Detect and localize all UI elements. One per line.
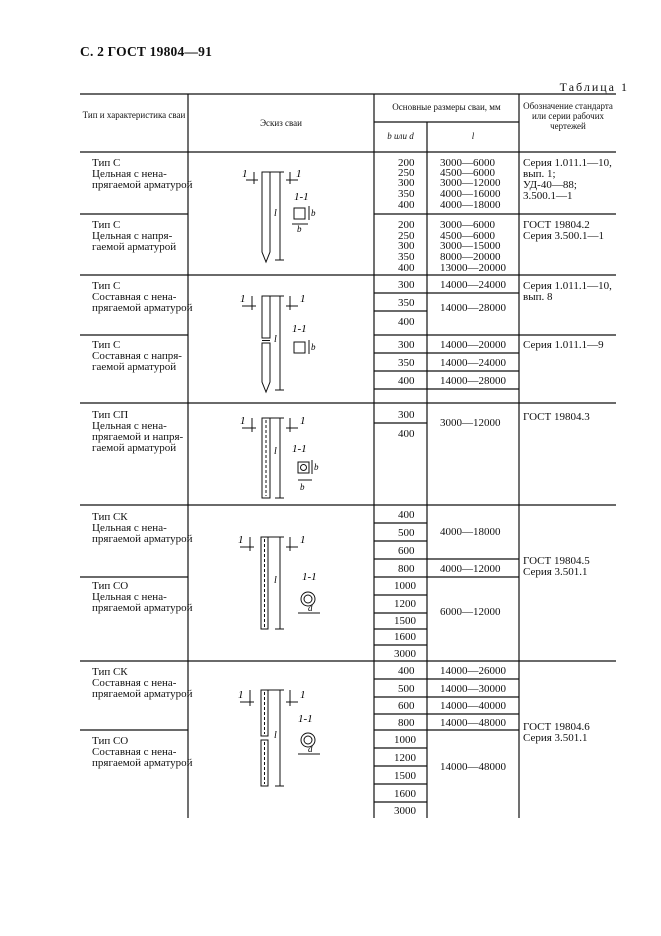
l-value: 14000—48000	[440, 761, 506, 773]
l-value: 14000—28000	[440, 302, 506, 314]
type-desc: Цельная с нена-	[92, 591, 167, 603]
type-label: Тип СК	[92, 511, 128, 523]
diameter-label: d	[308, 603, 313, 613]
header-b-or-d: b или d	[387, 131, 414, 141]
section-mark: 1	[300, 689, 306, 701]
type-desc: прягаемой арматурой	[92, 533, 193, 545]
section-mark: 1	[300, 534, 306, 546]
type-desc: прягаемой арматурой	[92, 302, 193, 314]
designation: 3.500.1—1	[523, 190, 573, 202]
designation: вып. 8	[523, 291, 553, 303]
type-desc: Составная с нена-	[92, 291, 177, 303]
l-value: 4000—16000	[440, 188, 501, 200]
section-label: 1-1	[292, 323, 307, 335]
designation: Серия 1.011.1—9	[523, 339, 604, 351]
l-value: 14000—28000	[440, 375, 506, 387]
type-desc: прягаемой арматурой	[92, 757, 193, 769]
b-value: 1000	[394, 580, 416, 592]
type-desc: гаемой арматурой	[92, 241, 177, 253]
b-value: 400	[398, 262, 415, 274]
header-sizes: Основные размеры сваи, мм	[392, 102, 501, 112]
b-value: 1200	[394, 752, 416, 764]
b-value: 3000	[394, 805, 416, 817]
page-header: С. 2 ГОСТ 19804—91	[80, 44, 213, 59]
b-value: 400	[398, 316, 415, 328]
b-value: 350	[398, 357, 415, 369]
b-value: 300	[398, 279, 415, 291]
b-value: 200	[398, 219, 415, 231]
b-value: 1600	[394, 631, 416, 643]
b-value: 800	[398, 717, 415, 729]
l-value: 14000—24000	[440, 357, 506, 369]
width-label: b	[311, 208, 316, 218]
b-value: 500	[398, 527, 415, 539]
section-mark: 1	[240, 415, 246, 427]
header-type: Тип и характеристика сваи	[82, 110, 186, 120]
type-desc: гаемой арматурой	[92, 442, 177, 454]
l-value: 4500—6000	[440, 230, 495, 242]
type-label: Тип С	[92, 339, 121, 351]
type-desc: Составная с напря-	[92, 350, 182, 362]
pile-sketch-composite-round	[228, 682, 338, 794]
b-value: 1200	[394, 598, 416, 610]
l-value: 6000—12000	[440, 606, 501, 618]
section-mark: 1	[300, 293, 306, 305]
l-value: 3000—6000	[440, 157, 495, 169]
b-value: 250	[398, 167, 415, 179]
width-label: b	[300, 482, 305, 492]
type-desc: Цельная с нена-	[92, 168, 167, 180]
l-value: 4000—12000	[440, 563, 501, 575]
section-label: 1-1	[298, 713, 313, 725]
b-value: 300	[398, 240, 415, 252]
b-value: 600	[398, 545, 415, 557]
type-desc: прягаемой арматурой	[92, 688, 193, 700]
b-value: 400	[398, 428, 415, 440]
designation: Серия 3.500.1—1	[523, 230, 605, 242]
length-label: l	[274, 446, 277, 457]
l-value: 8000—20000	[440, 251, 501, 263]
l-value: 14000—40000	[440, 700, 506, 712]
l-value: 13000—20000	[440, 262, 506, 274]
type-label: Тип СП	[92, 409, 129, 421]
pile-sketch-solid-square	[228, 160, 338, 272]
designation: ГОСТ 19804.5	[523, 555, 590, 567]
table-label: Таблица 1	[559, 80, 629, 94]
type-desc: Цельная с нена-	[92, 522, 167, 534]
l-value: 3000—15000	[440, 240, 501, 252]
designation: ГОСТ 19804.6	[523, 721, 590, 733]
type-label: Тип СО	[92, 735, 129, 747]
diameter-label: d	[308, 744, 313, 754]
designation: Серия 3.501.1	[523, 566, 588, 578]
length-label: l	[274, 730, 277, 741]
type-label: Тип СК	[92, 666, 128, 678]
type-desc: Цельная с напря-	[92, 230, 173, 242]
designation: ГОСТ 19804.2	[523, 219, 590, 231]
l-value: 14000—30000	[440, 683, 506, 695]
b-value: 800	[398, 563, 415, 575]
length-label: l	[274, 575, 277, 586]
type-desc: Составная с нена-	[92, 677, 177, 689]
b-value: 1600	[394, 788, 416, 800]
type-desc: прягаемой арматурой	[92, 602, 193, 614]
b-value: 1500	[394, 770, 416, 782]
l-value: 4500—6000	[440, 167, 495, 179]
b-value: 350	[398, 188, 415, 200]
l-value: 14000—48000	[440, 717, 506, 729]
pile-sketch-composite-square	[228, 286, 338, 398]
b-value: 200	[398, 157, 415, 169]
designation: УД-40—88;	[523, 179, 577, 191]
type-desc: прягаемой арматурой	[92, 179, 193, 191]
type-label: Тип С	[92, 157, 121, 169]
designation: Серия 1.011.1—10,	[523, 280, 612, 292]
designation: ГОСТ 19804.3	[523, 411, 590, 423]
header-l: l	[471, 131, 475, 141]
l-value: 4000—18000	[440, 199, 501, 211]
l-value: 3000—6000	[440, 219, 495, 231]
length-label: l	[274, 208, 277, 219]
section-label: 1-1	[294, 191, 309, 203]
l-value: 4000—18000	[440, 526, 501, 538]
section-mark: 1	[300, 415, 306, 427]
b-value: 300	[398, 339, 415, 351]
type-desc: гаемой арматурой	[92, 361, 177, 373]
l-value: 3000—12000	[440, 417, 501, 429]
b-value: 350	[398, 251, 415, 263]
b-value: 1500	[394, 615, 416, 627]
type-label: Тип С	[92, 280, 121, 292]
l-value: 14000—20000	[440, 339, 506, 351]
section-mark: 1	[296, 168, 302, 180]
section-mark: 1	[242, 168, 248, 180]
b-value: 400	[398, 509, 415, 521]
type-label: Тип С	[92, 219, 121, 231]
width-label: b	[311, 342, 316, 352]
b-value: 3000	[394, 648, 416, 660]
width-label: b	[297, 224, 302, 234]
designation: Серия 3.501.1	[523, 732, 588, 744]
designation: вып. 1;	[523, 168, 556, 180]
type-desc: прягаемой и напря-	[92, 431, 184, 443]
b-value: 1000	[394, 734, 416, 746]
section-label: 1-1	[292, 443, 307, 455]
section-mark: 1	[238, 689, 244, 701]
type-desc: Составная с нена-	[92, 746, 177, 758]
section-mark: 1	[238, 534, 244, 546]
b-value: 600	[398, 700, 415, 712]
b-value: 400	[398, 665, 415, 677]
b-value: 400	[398, 375, 415, 387]
l-value: 3000—12000	[440, 177, 501, 189]
designation: Серия 1.011.1—10,	[523, 157, 612, 169]
section-mark: 1	[240, 293, 246, 305]
pile-sketch-solid-round	[228, 525, 338, 635]
b-value: 250	[398, 230, 415, 242]
b-value: 400	[398, 199, 415, 211]
l-value: 14000—26000	[440, 665, 506, 677]
width-label: b	[314, 462, 319, 472]
b-value: 350	[398, 297, 415, 309]
section-label: 1-1	[302, 571, 317, 583]
type-desc: Цельная с нена-	[92, 420, 167, 432]
pile-sketch-hollow-square	[228, 410, 338, 502]
b-value: 500	[398, 683, 415, 695]
length-label: l	[274, 334, 277, 345]
b-value: 300	[398, 409, 415, 421]
type-label: Тип СО	[92, 580, 129, 592]
l-value: 14000—24000	[440, 279, 506, 291]
header-designation: Обозначение стандарта или серии рабочих чертежей	[523, 101, 613, 131]
header-sketch: Эскиз сваи	[260, 118, 302, 128]
b-value: 300	[398, 177, 415, 189]
